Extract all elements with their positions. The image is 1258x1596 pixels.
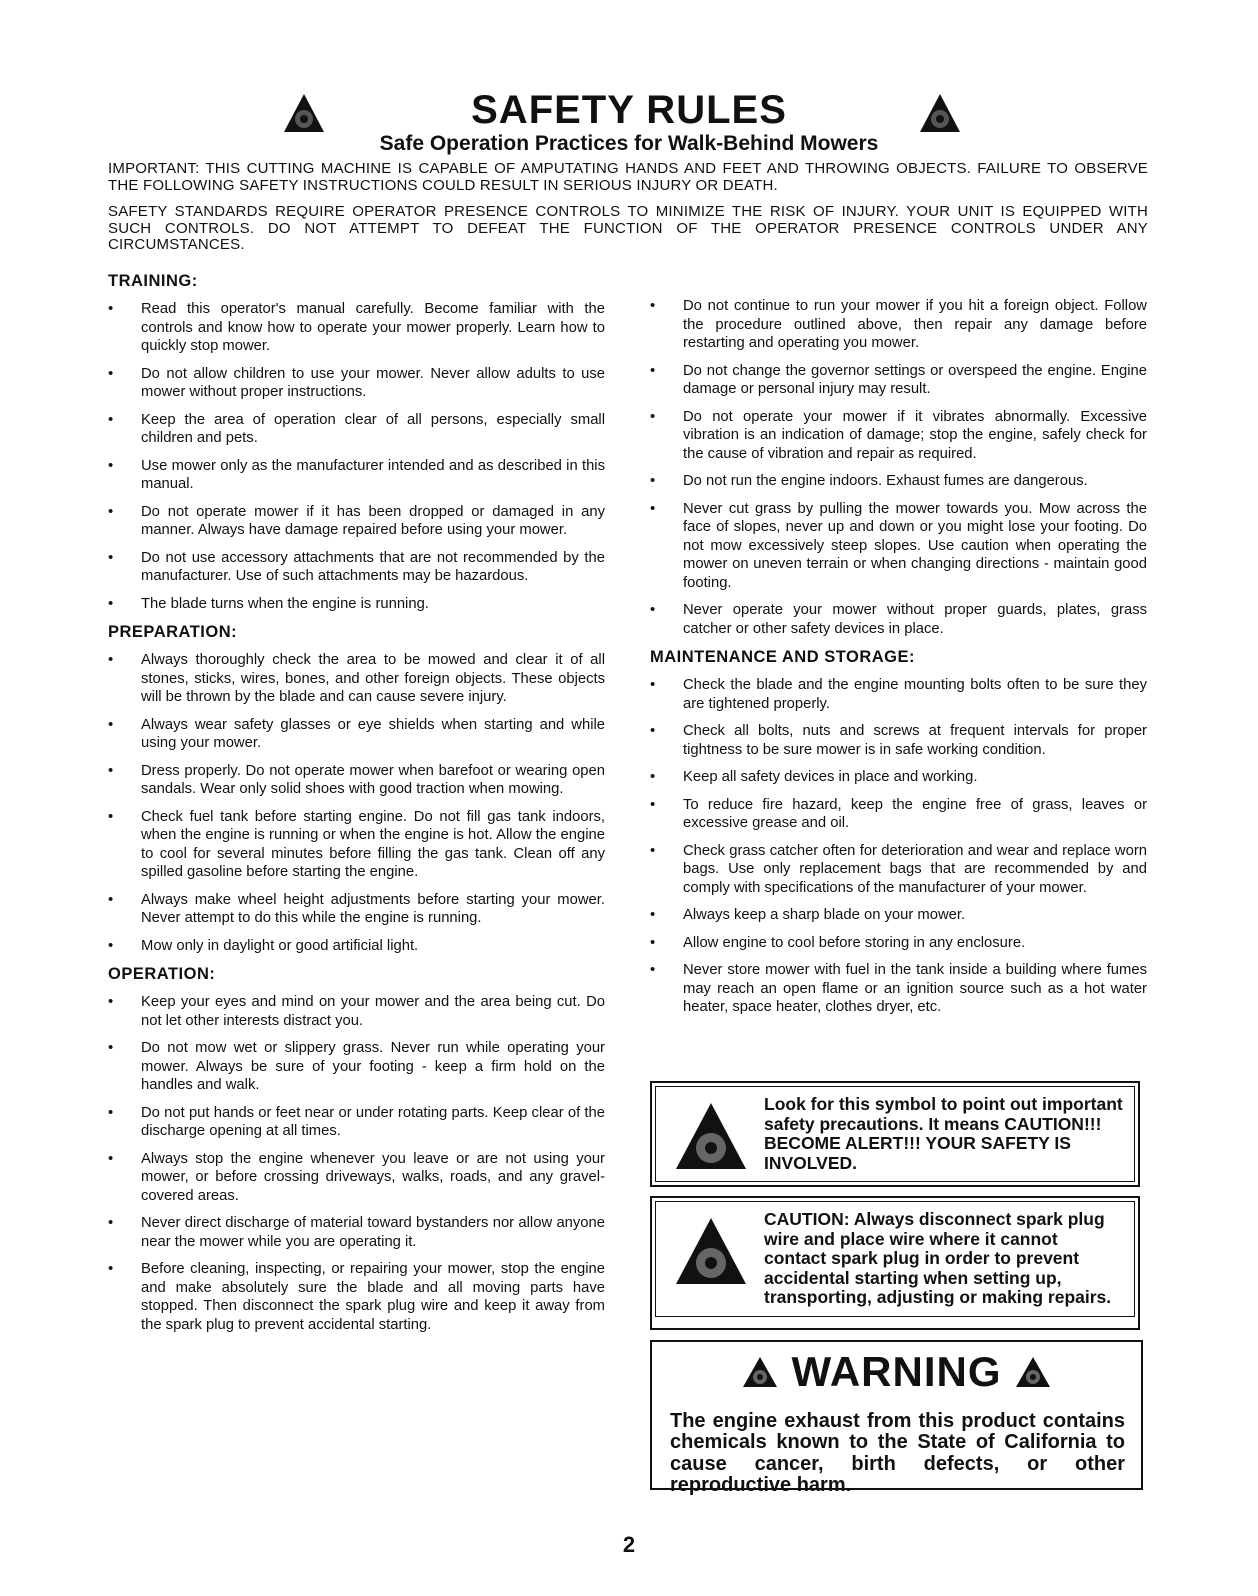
maintenance-list bbox=[650, 676, 1147, 1017]
list-item: • Keep your eyes and mind on your mower and the area being cut. Do not let other interests distract you. bbox=[108, 993, 605, 1030]
list-item: • Never direct discharge of material toward bystanders nor allow anyone near the mower while you are operating it. bbox=[108, 1214, 605, 1251]
list-item: • Never store mower with fuel in the tank inside a building where fumes may reach an open flame or an ignition source such as a hot water heater, space heater, clothes dryer, etc. bbox=[650, 961, 1147, 1017]
list-item: • The blade turns when the engine is running. bbox=[108, 595, 605, 614]
list-item: • Always make wheel height adjustments before starting your mower. Never attempt to do this while the engine is running. bbox=[108, 891, 605, 928]
safety-symbol-notice bbox=[650, 1081, 1140, 1187]
caution-text: CAUTION: Always disconnect spark plug wire and place wire where it cannot contact spark plug in order to prevent accidental starting when setting up, transporting, adjusting or making repairs. bbox=[764, 1209, 1112, 1307]
preparation-list bbox=[108, 651, 605, 955]
operation-heading: OPERATION: bbox=[108, 965, 216, 983]
list-item: • Always thoroughly check the area to be mowed and clear it of all stones, sticks, wires, bones, and other foreign objects. These objects will be thrown by the blade and can cause severe injury. bbox=[108, 651, 605, 707]
training-heading: TRAINING: bbox=[108, 272, 198, 290]
safety-standards-notice: SAFETY STANDARDS REQUIRE OPERATOR PRESENCE CONTROLS TO MINIMIZE THE RISK OF INJURY. YOUR UNIT IS EQUIPPED WITH SUCH CONTROLS. DO NOT ATTEMPT TO DEFEAT THE FUNCTION OF THE OPERATOR PRESENCE CONTROLS UNDER ANY CIRCUMSTANCES. bbox=[108, 203, 1148, 253]
safety-symbol-text: Look for this symbol to point out important safety precautions. It means CAUTION!!! BECOME ALERT!!! YOUR SAFETY IS INVOLVED. bbox=[764, 1094, 1123, 1173]
list-item: • Keep all safety devices in place and working. bbox=[650, 768, 1147, 787]
list-item: • Do not run the engine indoors. Exhaust fumes are dangerous. bbox=[650, 472, 1147, 491]
list-item: • Do not change the governor settings or overspeed the engine. Engine damage or personal injury may result. bbox=[650, 362, 1147, 399]
caution-notice bbox=[650, 1196, 1140, 1330]
warning-triangle-icon bbox=[741, 1353, 779, 1397]
list-item: • Mow only in daylight or good artificial light. bbox=[108, 937, 605, 956]
important-notice: IMPORTANT: THIS CUTTING MACHINE IS CAPABLE OF AMPUTATING HANDS AND FEET AND THROWING OBJECTS. FAILURE TO OBSERVE THE FOLLOWING SAFETY INSTRUCTIONS COULD RESULT IN SERIOUS INJURY OR DEATH. bbox=[108, 160, 1148, 194]
list-item: • Always wear safety glasses or eye shields when starting and while using your mower. bbox=[108, 716, 605, 753]
warning-triangle-icon bbox=[674, 1216, 748, 1291]
list-item: • Do not put hands or feet near or under rotating parts. Keep clear of the discharge opening at all times. bbox=[108, 1104, 605, 1141]
list-item: • Before cleaning, inspecting, or repairing your mower, stop the engine and make absolutely sure the blade and all moving parts have stopped. Then disconnect the spark plug wire and keep it away from the spark plug to prevent accidental starting. bbox=[108, 1260, 605, 1334]
training-list bbox=[108, 300, 605, 613]
list-item: • Never operate your mower without proper guards, plates, grass catcher or other safety devices in place. bbox=[650, 601, 1147, 638]
list-item: • Never cut grass by pulling the mower towards you. Mow across the face of slopes, never up and down or you might lose your footing. Do not mow excessively steep slopes. Use caution when operating the mower on uneven terrain or when changing directions - maintain good footing. bbox=[650, 500, 1147, 593]
list-item: • To reduce fire hazard, keep the engine free of grass, leaves or excessive grease and oil. bbox=[650, 796, 1147, 833]
list-item: • Allow engine to cool before storing in any enclosure. bbox=[650, 934, 1147, 953]
list-item: • Do not operate mower if it has been dropped or damaged in any manner. Always have damage repaired before using your mower. bbox=[108, 503, 605, 540]
warning-text: The engine exhaust from this product contains chemicals known to the State of California to cause cancer, birth defects, or other reproductive harm. bbox=[670, 1409, 1125, 1497]
warning-heading-row bbox=[652, 1350, 1141, 1397]
list-item: • Check grass catcher often for deterioration and wear and replace worn bags. Use only replacement bags that are recommended by and comply with specifications of the manufacturer of your mower. bbox=[650, 842, 1147, 898]
list-item: • Check fuel tank before starting engine. Do not fill gas tank indoors, when the engine is running or when the engine is hot. Allow the engine to cool for several minutes before filling the gas tank. Clean off any spilled gasoline before starting the engine. bbox=[108, 808, 605, 882]
warning-box bbox=[650, 1340, 1143, 1497]
list-item: • Check the blade and the engine mounting bolts often to be sure they are tightened properly. bbox=[650, 676, 1147, 713]
list-item: • Use mower only as the manufacturer intended and as described in this manual. bbox=[108, 457, 605, 494]
right-column bbox=[650, 297, 1147, 1026]
warning-heading: WARNING bbox=[791, 1348, 1002, 1395]
list-item: • Read this operator's manual carefully. Become familiar with the controls and know how to operate your mower properly. Learn how to quickly stop mower. bbox=[108, 300, 605, 356]
operation-continued-list bbox=[650, 297, 1147, 638]
list-item: • Dress properly. Do not operate mower when barefoot or wearing open sandals. Wear only solid shoes with good traction when mowing. bbox=[108, 762, 605, 799]
page-title: SAFETY RULES bbox=[471, 88, 787, 132]
list-item: • Do not allow children to use your mower. Never allow adults to use mower without proper instructions. bbox=[108, 365, 605, 402]
list-item: • Do not continue to run your mower if you hit a foreign object. Follow the procedure outlined above, then repair any damage before restarting and operating you mower. bbox=[650, 297, 1147, 353]
page-subtitle: Safe Operation Practices for Walk-Behind Mowers bbox=[379, 132, 879, 155]
list-item: • Do not use accessory attachments that are not recommended by the manufacturer. Use of such attachments may be hazardous. bbox=[108, 549, 605, 586]
maintenance-heading: MAINTENANCE AND STORAGE: bbox=[650, 648, 916, 666]
list-item: • Keep the area of operation clear of all persons, especially small children and pets. bbox=[108, 411, 605, 448]
list-item: • Always keep a sharp blade on your mower. bbox=[650, 906, 1147, 925]
list-item: • Check all bolts, nuts and screws at frequent intervals for proper tightness to be sure mower is in safe working condition. bbox=[650, 722, 1147, 759]
list-item: • Do not mow wet or slippery grass. Never run while operating your mower. Always be sure of your footing - keep a firm hold on the handles and walk. bbox=[108, 1039, 605, 1095]
left-column bbox=[108, 271, 605, 1343]
list-item: • Always stop the engine whenever you leave or are not using your mower, or before crossing driveways, walks, roads, and any gravel-covered areas. bbox=[108, 1150, 605, 1206]
preparation-heading: PREPARATION: bbox=[108, 623, 238, 641]
page-number: 2 bbox=[622, 1532, 636, 1557]
warning-triangle-icon bbox=[674, 1101, 748, 1176]
warning-triangle-icon bbox=[1014, 1353, 1052, 1397]
operation-list bbox=[108, 993, 605, 1334]
list-item: • Do not operate your mower if it vibrates abnormally. Excessive vibration is an indication of damage; stop the engine, safely check for the cause of vibration and repair as required. bbox=[650, 408, 1147, 464]
